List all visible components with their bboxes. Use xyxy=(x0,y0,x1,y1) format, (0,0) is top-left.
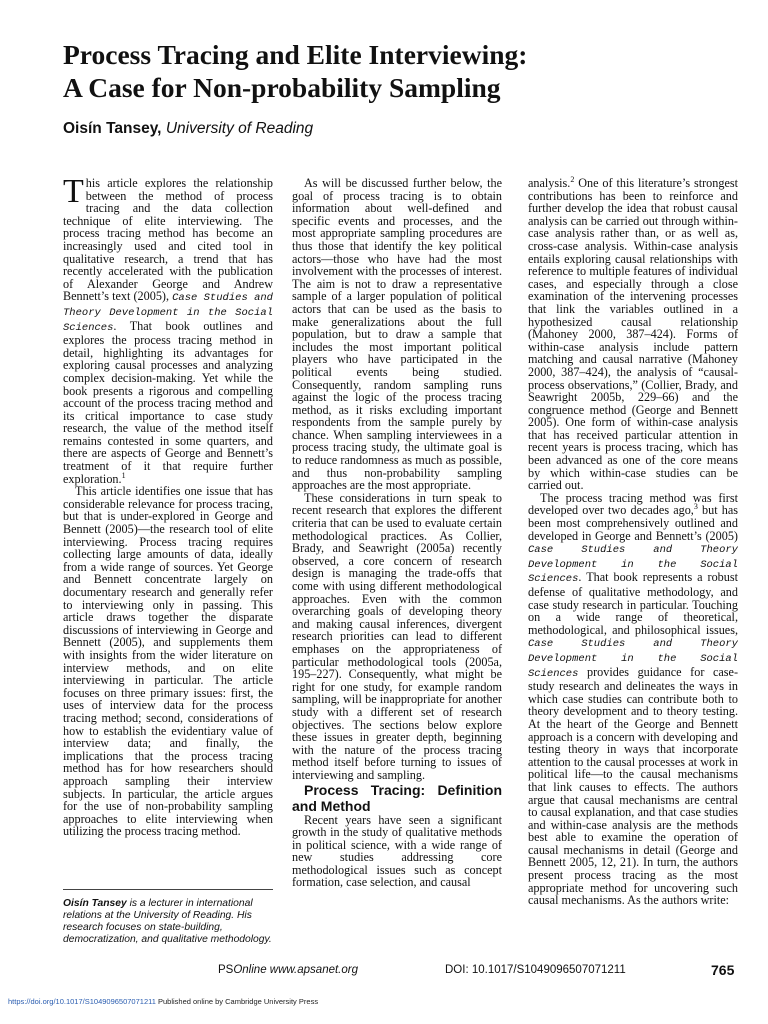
drop-cap: T xyxy=(63,173,84,210)
title-line-2: A Case for Non-probability Sampling xyxy=(63,72,501,103)
paragraph-text: his article explores the relationship between the method of process tracing and the data collection technique of elite interviewing. The process tracing method has become an increasingly used and cited tool in qualitative research, a trend that has recently accelerated with the publication of Alexander George and Andrew Bennett’s text (2005), xyxy=(63,176,273,304)
paragraph: As will be discussed further below, the goal of process tracing is to obtain information about well-defined and specific events and processes, and the most appropriate sampling procedures are thus those that identify the key political actors—those who have had the most involvement with the processes of interest. The aim is not to draw a representative sample of a larger population of political actors that can be used as the basis to make generalizations about the full population, but to draw a sample that includes the most important political players who have participated in the political events being studied. Consequently, random sampling runs against the logic of the process tracing method, as it risks excluding important respondents from the sample purely by chance. When sampling interviewees in a process tracing study, the ultimate goal is to reduce randomness as much as possible, and thus non-probability sampling approaches are the most appropriate. xyxy=(292,176,502,493)
footnote-ref[interactable]: 2 xyxy=(570,174,575,184)
author-bio xyxy=(63,898,275,946)
paragraph: This article identifies one issue that has considerable relevance for process tracing, but that is under-explored in George and Bennett (2005)—the research tool of elite interviewing. Process tracing requires collecting large amounts of data, ideally from a wide range of sources. Yet George and Bennett concentrate largely on documentary research and generally refer to interviewing only in passing. This article draws together the disparate discussions of interviewing in George and Bennett (2005), and supplements them with insights from the wider literature on interview methods, and on elite interviewing in particular. The article focuses on three primary issues: first, the uses of interview data for the process tracing method; second, considerations of how to establish the evidentiary value of interview data; and finally, the implications that the process tracing method has for how researchers should approach sampling their interview subjects. In particular, the article argues for the use of non-probability sampling approaches to elite interviewing when utilizing the process tracing method. xyxy=(63,484,273,839)
article-title xyxy=(63,38,703,104)
doi-footer: DOI: 10.1017/S1049096507071211 xyxy=(445,964,626,976)
paragraph-text: . That book outlines and explores the process tracing method in detail, highlighting its advantages for exploring causal processes and analyzing complex decision-making. Yet while the book presents a rigorous and compelling account of the process tracing method and its critical importance to case study research, the value of the method itself remains contested in some quarters, and there are aspects of George and Bennett’s treatment of it that require further exploration. xyxy=(63,318,273,486)
author-name: Oisín Tansey, xyxy=(63,120,162,137)
paragraph-text: but has been most comprehensively outlined and developed in George and Bennett’s (2005) xyxy=(528,503,738,543)
paragraph-text: provides guidance for case-study research and delineates the ways in which case studies can contribute both to theory development and to theory testing. At the heart of the George and Bennett approach is a concern with developing and testing theory in ways that incorporate attention to the causal processes at work in political life—to the causal mechanisms that link causes to effects. The authors argue that causal mechanisms are central to causal explanation, and that case studies and within-case analysis are the methods best able to examine the operation of causal mechanisms in detail (George and Bennett 2005, 12, 21). In turn, the authors present process tracing as the most appropriate method for uncovering such causal mechanisms. As the authors write: xyxy=(528,664,738,908)
paragraph-text: One of this literature’s strongest contributions has been to reinforce and further develop the idea that robust causal analysis can be carried out through within-case analysis rather than, or as well as, cross-case analysis. Within-case analysis entails exploring causal relationships with reference to multiple features of individual cases, and especially through a close examination of the intervening processes that link the variables outlined in a hypothesized causal relationship (Mahoney 2000, 387–424). Forms of within-case analysis include pattern matching and causal narrative (Mahoney 2000, 387–424), the analysis of “causal-process observations,” (Collier, Brady, and Seawright 2005b, 229–66) and the congruence method (George and Bennett 2005). One form of within-case analysis that has received particular attention in recent years is process tracing, which has been advanced as one of the core means by which within-case studies can be carried out. xyxy=(528,176,738,493)
paragraph xyxy=(528,492,738,907)
title-line-1: Process Tracing and Elite Interviewing: xyxy=(63,39,528,70)
journal-footer xyxy=(218,964,358,976)
book-title: Case Studies and Theory Development in the Social Sciences xyxy=(528,544,738,586)
journal-name: Online www.apsanet.org xyxy=(233,964,358,976)
column-2 xyxy=(292,177,502,889)
book-title: Case Studies and Theory Development in the Social Sciences xyxy=(528,638,738,680)
paragraph xyxy=(63,173,273,486)
footnote-ref[interactable]: 1 xyxy=(121,470,126,480)
column-3 xyxy=(528,174,738,908)
paragraph-text: . That book represents a robust defense of qualitative methodology, and case study research in particular. Touching on a wide range of theoretical, methodological, and philosophical issues, xyxy=(528,570,738,637)
author-line xyxy=(63,120,313,138)
provenance-text: Published online by Cambridge University Press xyxy=(155,997,319,1006)
bio-divider xyxy=(63,889,273,890)
footnote-ref[interactable]: 3 xyxy=(693,502,698,512)
doi-link[interactable]: https://doi.org/10.1017/S1049096507071211 xyxy=(8,997,156,1006)
paragraph-text: analysis. xyxy=(528,176,571,190)
section-heading: Process Tracing: Definition and Method xyxy=(292,781,502,814)
bio-name: Oisín Tansey xyxy=(63,898,127,909)
paragraph: These considerations in turn speak to recent research that explores the different criteria that can be used to evaluate certain methodological practices. As Collier, Brady, and Seawright (2005a) recently observed, a core concern of research design is managing the trade-offs that come with using different methodological approaches. Even with the common overarching goals of developing theory and making causal inferences, divergent research priorities can lead to different emphases on the appropriateness of particular methodological tools (2005a, 195–227). Consequently, what might be right for one study, for example random sampling, will be inappropriate for another study with a different set of research objectives. The sections below explore these issues in greater depth, beginning with the nature of the process tracing method itself before turning to issues of interviewing and sampling. xyxy=(292,490,502,782)
page-number: 765 xyxy=(711,962,735,978)
provenance-line xyxy=(8,997,318,1006)
author-affiliation: University of Reading xyxy=(165,120,314,137)
journal-prefix: PS xyxy=(218,964,234,976)
paragraph xyxy=(528,174,738,493)
book-title: Case Studies and Theory Development in the Social Sciences xyxy=(63,292,273,334)
paragraph-text: The process tracing method was first developed over two decades ago, xyxy=(528,490,738,518)
paragraph: Recent years have seen a significant growth in the study of qualitative methods in political science, with a wide range of new studies addressing core methodological issues such as concept formation, case selection, and causal xyxy=(292,812,502,890)
bio-text: is a lecturer in international relations at the University of Reading. His research focuses on state-building, democratization, and qualitative methodology. xyxy=(63,898,272,945)
column-1 xyxy=(63,173,273,839)
